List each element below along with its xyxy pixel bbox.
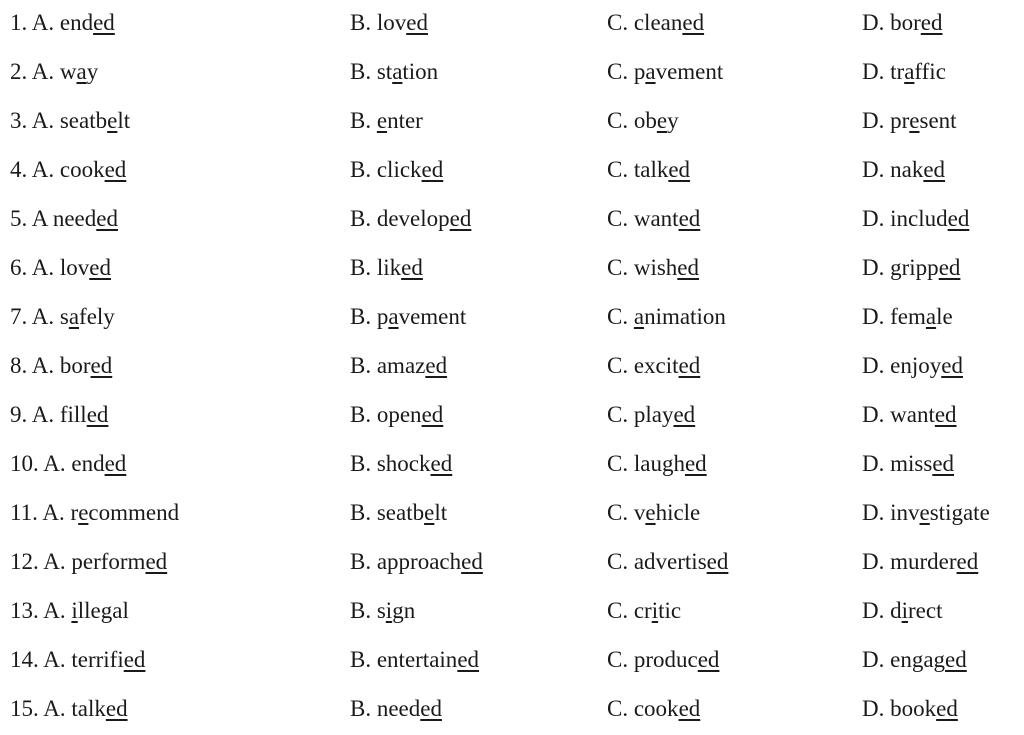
- word-start: play: [633, 402, 674, 427]
- underlined-part: ed: [96, 206, 118, 231]
- option-c: [607, 98, 679, 147]
- option-letter: B.: [350, 402, 377, 427]
- option-d: [862, 98, 957, 147]
- word-start: includ: [890, 206, 948, 231]
- word-start: seatb: [59, 108, 108, 133]
- option-d: [862, 294, 953, 343]
- underlined-part: ed: [449, 206, 472, 231]
- option-letter: D.: [862, 59, 891, 84]
- word-start: shock: [376, 451, 431, 476]
- word-start: fem: [890, 304, 926, 329]
- option-letter: A.: [31, 304, 60, 329]
- option-letter: D.: [862, 598, 891, 623]
- question-row: [0, 147, 1024, 196]
- word-start: click: [376, 157, 422, 182]
- word-start: tr: [890, 59, 905, 84]
- question-row: [0, 637, 1024, 686]
- underlined-part: ed: [678, 696, 701, 721]
- underlined-part: ed: [461, 549, 483, 574]
- word-end: rect: [908, 598, 943, 623]
- question-row: [0, 343, 1024, 392]
- option-letter: B.: [350, 157, 377, 182]
- option-letter: B.: [350, 500, 377, 525]
- option-letter: D.: [862, 696, 891, 721]
- option-c: [607, 49, 723, 98]
- word-start: approach: [376, 549, 462, 574]
- underlined-part: ed: [947, 206, 970, 231]
- option-letter: C.: [607, 10, 634, 35]
- word-start: pr: [890, 108, 910, 133]
- underlined-part: ed: [668, 157, 691, 182]
- option-a: [10, 196, 118, 245]
- option-letter: D.: [862, 402, 891, 427]
- question-number: 6.: [10, 255, 32, 280]
- option-c: [607, 245, 699, 294]
- underlined-part: e: [376, 108, 388, 133]
- word-end: nter: [387, 108, 423, 133]
- question-number: 7.: [10, 304, 32, 329]
- word-start: book: [890, 696, 937, 721]
- option-a: [10, 392, 108, 441]
- word-start: st: [376, 59, 393, 84]
- option-d: [862, 343, 963, 392]
- word-start: inv: [890, 500, 920, 525]
- question-row: [0, 294, 1024, 343]
- question-number: 4.: [10, 157, 32, 182]
- question-row: [0, 539, 1024, 588]
- word-end: lt: [434, 500, 448, 525]
- question-row: [0, 196, 1024, 245]
- underlined-part: ed: [406, 10, 428, 35]
- option-c: [607, 490, 700, 539]
- option-c: [607, 147, 690, 196]
- underlined-part: ed: [678, 206, 701, 231]
- word-start: laugh: [633, 451, 685, 476]
- option-letter: B.: [350, 353, 377, 378]
- word-start: lov: [59, 255, 90, 280]
- underlined-part: ed: [430, 451, 453, 476]
- option-letter: D.: [862, 10, 891, 35]
- option-c: [607, 686, 700, 735]
- question-row: [0, 441, 1024, 490]
- option-letter: B.: [350, 255, 377, 280]
- option-letter: B.: [350, 549, 377, 574]
- option-letter: B.: [350, 10, 377, 35]
- question-row: [0, 686, 1024, 735]
- word-end: vement: [398, 304, 467, 329]
- option-letter: D.: [862, 108, 891, 133]
- underlined-part: e: [107, 108, 118, 133]
- option-d: [862, 539, 978, 588]
- option-a: [10, 539, 167, 588]
- option-letter: C.: [607, 696, 634, 721]
- underlined-part: ed: [936, 696, 958, 721]
- word-end: tic: [658, 598, 682, 623]
- word-start: s: [376, 598, 386, 623]
- word-start: advertis: [633, 549, 707, 574]
- word-end: lt: [117, 108, 131, 133]
- underlined-part: ed: [105, 696, 128, 721]
- question-row: [0, 392, 1024, 441]
- option-b: [350, 196, 471, 245]
- option-c: [607, 588, 681, 637]
- option-letter: D.: [862, 304, 891, 329]
- question-row: [0, 98, 1024, 147]
- option-c: [607, 392, 695, 441]
- word-end: vement: [655, 59, 724, 84]
- option-d: [862, 0, 943, 49]
- word-start: d: [890, 598, 902, 623]
- option-d: [862, 441, 954, 490]
- underlined-part: i: [385, 598, 393, 623]
- option-b: [350, 0, 428, 49]
- option-a: [10, 588, 129, 637]
- underlined-part: ed: [956, 549, 979, 574]
- option-b: [350, 539, 483, 588]
- option-letter: B.: [350, 206, 377, 231]
- underlined-part: ed: [677, 255, 700, 280]
- option-c: [607, 441, 707, 490]
- underlined-part: a: [392, 59, 403, 84]
- option-a: [10, 441, 126, 490]
- question-number: 13.: [10, 598, 44, 623]
- option-a: [10, 686, 128, 735]
- word-end: commend: [88, 500, 180, 525]
- word-start: gripp: [890, 255, 939, 280]
- word-end: gn: [392, 598, 416, 623]
- underlined-part: ed: [86, 402, 109, 427]
- underlined-part: a: [925, 304, 937, 329]
- word-start: lik: [376, 255, 402, 280]
- option-a: [10, 245, 111, 294]
- underlined-part: e: [78, 500, 89, 525]
- underlined-part: ed: [682, 10, 705, 35]
- word-end: tion: [402, 59, 439, 84]
- word-start: r: [70, 500, 79, 525]
- word-end: stigate: [929, 500, 990, 525]
- option-d: [862, 196, 969, 245]
- underlined-part: ed: [684, 451, 707, 476]
- option-b: [350, 392, 443, 441]
- option-letter: A: [31, 206, 53, 231]
- underlined-part: ed: [923, 157, 946, 182]
- word-start: bor: [59, 353, 91, 378]
- underlined-part: ed: [93, 10, 115, 35]
- underlined-part: a: [68, 304, 80, 329]
- option-a: [10, 98, 130, 147]
- word-start: excit: [633, 353, 679, 378]
- option-b: [350, 490, 447, 539]
- option-b: [350, 637, 479, 686]
- word-start: open: [376, 402, 422, 427]
- option-letter: B.: [350, 108, 377, 133]
- word-start: perform: [71, 549, 146, 574]
- option-letter: C.: [607, 108, 634, 133]
- option-letter: C.: [607, 353, 634, 378]
- word-start: v: [633, 500, 646, 525]
- word-start: entertain: [376, 647, 458, 672]
- word-start: enjoy: [890, 353, 942, 378]
- underlined-part: ed: [457, 647, 480, 672]
- word-start: seatb: [376, 500, 425, 525]
- option-letter: A.: [43, 451, 72, 476]
- underlined-part: ed: [938, 255, 961, 280]
- word-end: y: [667, 108, 679, 133]
- word-start: lov: [376, 10, 407, 35]
- option-b: [350, 686, 442, 735]
- question-number: 14.: [10, 647, 44, 672]
- word-start: need: [52, 206, 97, 231]
- underlined-part: ed: [90, 353, 113, 378]
- option-d: [862, 392, 957, 441]
- option-letter: C.: [607, 500, 634, 525]
- word-start: talk: [71, 696, 106, 721]
- option-a: [10, 294, 115, 343]
- word-start: produc: [633, 647, 698, 672]
- option-letter: C.: [607, 598, 634, 623]
- option-b: [350, 441, 452, 490]
- option-d: [862, 490, 990, 539]
- word-start: want: [890, 402, 935, 427]
- option-letter: D.: [862, 353, 891, 378]
- underlined-part: ed: [401, 255, 423, 280]
- word-end: llegal: [77, 598, 129, 623]
- option-letter: D.: [862, 500, 891, 525]
- option-a: [10, 343, 112, 392]
- option-letter: A.: [31, 59, 60, 84]
- option-letter: C.: [607, 647, 634, 672]
- option-c: [607, 637, 719, 686]
- underlined-part: i: [901, 598, 909, 623]
- underlined-part: ed: [678, 353, 701, 378]
- word-start: develop: [376, 206, 450, 231]
- option-d: [862, 686, 958, 735]
- underlined-part: ed: [421, 157, 444, 182]
- word-start: w: [59, 59, 77, 84]
- underlined-part: ed: [941, 353, 963, 378]
- word-start: wish: [633, 255, 678, 280]
- option-d: [862, 637, 967, 686]
- option-letter: B.: [350, 304, 377, 329]
- option-letter: D.: [862, 255, 891, 280]
- option-letter: B.: [350, 647, 377, 672]
- word-end: le: [936, 304, 953, 329]
- question-row: [0, 490, 1024, 539]
- underlined-part: i: [651, 598, 659, 623]
- option-letter: D.: [862, 549, 891, 574]
- underlined-part: ed: [697, 647, 720, 672]
- option-letter: B.: [350, 696, 377, 721]
- option-letter: D.: [862, 157, 891, 182]
- question-number: 1.: [10, 10, 32, 35]
- underlined-part: a: [645, 59, 656, 84]
- option-d: [862, 245, 960, 294]
- underlined-part: e: [424, 500, 435, 525]
- question-number: 15.: [10, 696, 44, 721]
- option-c: [607, 196, 700, 245]
- question-number: 8.: [10, 353, 32, 378]
- underlined-part: ed: [104, 451, 127, 476]
- option-a: [10, 637, 145, 686]
- word-start: cook: [633, 696, 679, 721]
- underlined-part: ed: [945, 647, 967, 672]
- underlined-part: a: [633, 304, 645, 329]
- question-number: 11.: [10, 500, 43, 525]
- underlined-part: ed: [421, 402, 444, 427]
- word-end: y: [86, 59, 99, 84]
- option-letter: A.: [31, 402, 60, 427]
- option-letter: B.: [350, 598, 377, 623]
- word-end: sent: [919, 108, 957, 133]
- question-row: [0, 49, 1024, 98]
- underlined-part: e: [645, 500, 656, 525]
- question-number: 5.: [10, 206, 32, 231]
- option-b: [350, 588, 415, 637]
- option-a: [10, 0, 115, 49]
- option-letter: A.: [31, 353, 60, 378]
- word-start: s: [59, 304, 69, 329]
- word-start: p: [633, 59, 646, 84]
- option-letter: C.: [607, 59, 634, 84]
- option-letter: B.: [350, 451, 377, 476]
- option-letter: A.: [43, 549, 72, 574]
- underlined-part: e: [909, 108, 920, 133]
- underlined-part: i: [71, 598, 78, 623]
- option-letter: C.: [607, 157, 634, 182]
- question-number: 12.: [10, 549, 44, 574]
- option-letter: A.: [31, 157, 60, 182]
- option-d: [862, 147, 945, 196]
- option-a: [10, 147, 126, 196]
- option-letter: D.: [862, 451, 891, 476]
- question-row: [0, 0, 1024, 49]
- option-letter: A.: [43, 647, 72, 672]
- word-start: terrifi: [71, 647, 124, 672]
- word-end: ffic: [914, 59, 946, 84]
- underlined-part: ed: [104, 157, 127, 182]
- option-b: [350, 294, 466, 343]
- word-end: fely: [79, 304, 115, 329]
- underlined-part: ed: [934, 402, 957, 427]
- underlined-part: a: [904, 59, 915, 84]
- word-start: clean: [633, 10, 683, 35]
- option-letter: A.: [42, 500, 71, 525]
- option-b: [350, 343, 447, 392]
- option-letter: C.: [607, 549, 634, 574]
- word-start: want: [633, 206, 679, 231]
- option-b: [350, 147, 443, 196]
- word-start: ob: [633, 108, 657, 133]
- option-c: [607, 0, 704, 49]
- word-start: nak: [890, 157, 924, 182]
- option-c: [607, 294, 726, 343]
- question-number: 9.: [10, 402, 32, 427]
- question-number: 3.: [10, 108, 32, 133]
- underlined-part: a: [388, 304, 399, 329]
- word-start: end: [71, 451, 105, 476]
- option-letter: D.: [862, 647, 891, 672]
- option-letter: C.: [607, 451, 634, 476]
- word-start: cr: [633, 598, 652, 623]
- option-letter: A.: [31, 255, 60, 280]
- option-c: [607, 539, 728, 588]
- underlined-part: ed: [673, 402, 696, 427]
- underlined-part: ed: [920, 10, 943, 35]
- underlined-part: e: [919, 500, 930, 525]
- word-start: p: [376, 304, 389, 329]
- option-b: [350, 245, 423, 294]
- word-start: end: [59, 10, 94, 35]
- option-letter: A.: [31, 108, 60, 133]
- word-start: need: [376, 696, 421, 721]
- word-end: hicle: [655, 500, 701, 525]
- option-b: [350, 98, 423, 147]
- question-number: 2.: [10, 59, 32, 84]
- option-letter: C.: [607, 255, 634, 280]
- question-row: [0, 245, 1024, 294]
- option-letter: A.: [31, 10, 60, 35]
- option-a: [10, 49, 98, 98]
- option-d: [862, 588, 942, 637]
- word-start: fill: [59, 402, 87, 427]
- word-end: nimation: [644, 304, 726, 329]
- word-start: murder: [890, 549, 957, 574]
- option-letter: C.: [607, 402, 634, 427]
- option-letter: A.: [43, 696, 72, 721]
- word-start: cook: [59, 157, 105, 182]
- option-a: [10, 490, 179, 539]
- option-letter: A.: [43, 598, 72, 623]
- word-start: engag: [890, 647, 946, 672]
- option-letter: D.: [862, 206, 891, 231]
- word-start: bor: [890, 10, 921, 35]
- underlined-part: ed: [932, 451, 955, 476]
- option-b: [350, 49, 438, 98]
- underlined-part: ed: [145, 549, 168, 574]
- option-letter: C.: [607, 304, 634, 329]
- word-start: miss: [890, 451, 933, 476]
- underlined-part: ed: [89, 255, 111, 280]
- underlined-part: a: [76, 59, 87, 84]
- option-d: [862, 49, 946, 98]
- underlined-part: e: [656, 108, 668, 133]
- option-letter: C.: [607, 206, 634, 231]
- underlined-part: ed: [420, 696, 442, 721]
- question-row: [0, 588, 1024, 637]
- option-letter: B.: [350, 59, 377, 84]
- underlined-part: ed: [425, 353, 448, 378]
- underlined-part: ed: [706, 549, 729, 574]
- question-number: 10.: [10, 451, 44, 476]
- underlined-part: ed: [123, 647, 146, 672]
- word-start: talk: [633, 157, 669, 182]
- option-c: [607, 343, 700, 392]
- word-start: amaz: [376, 353, 426, 378]
